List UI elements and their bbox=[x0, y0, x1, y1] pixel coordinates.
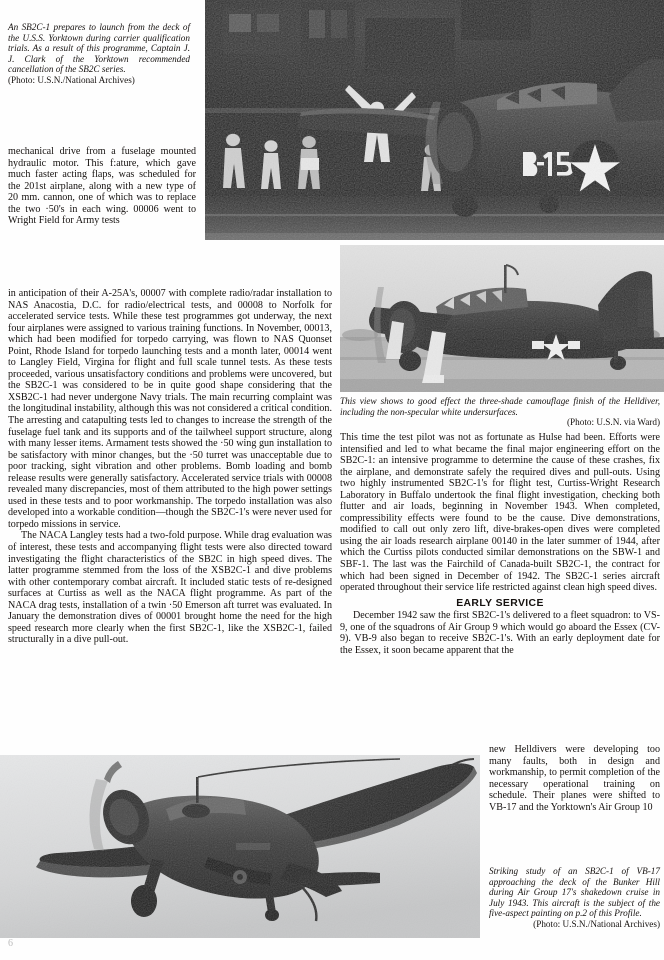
body-right-column bbox=[340, 432, 660, 656]
photo-sb2c-1-on-yorktown-deck bbox=[205, 0, 664, 240]
caption-middle-credit: (Photo: U.S.N. via Ward) bbox=[567, 417, 660, 427]
photo-bottom-graphic bbox=[0, 755, 480, 938]
caption-bottom-credit: (Photo: U.S.N./National Archives) bbox=[533, 918, 660, 929]
body-main-left-column bbox=[8, 288, 332, 646]
paragraph-test-pilot: This time the test pilot was not as fortunate as Hulse had been. Efforts were intensified and led to what became the final major engineering effort on the SB2C-1: an intensive programme to determine the cause of these crashes, fix the airplane, and demonstrate safely the required dives and pull-outs. Using two highly instrumented SB2C-1's for flight test, Curtiss-Wright Research Laboratory in Buffalo undertook the final flight investigation, checking both flutter and air loads, beginning in November 1943. When completed, compressibility effects were found to be the cause. Dive demonstrations, modified to call out only zero lift, dive-brakes-open dives were completed using the air loads research airplane 00140 in the later summer of 1944, after which the Curtiss pilots conducted similar demonstrations on the SBW-1 and SBF-1. The last was the Fairchild of Canada-built SB2C-1, the contract for which had been signed in December of 1942. The SB2C-1 series aircraft operated throughout their service life restricted against clean high speed dives. bbox=[340, 432, 660, 594]
page-number: 6 bbox=[8, 938, 13, 949]
paragraph-mechanical-drive: mechanical drive from a fuselage mounted hydraulic motor. This f:ature, which gave much faster acting flaps, was scheduled for the 201st airplane, along with a new type of 20 mm. cannon, one of which was to replace the two ·50's in each wing. 00006 went to Wright Field for Army tests bbox=[8, 146, 196, 227]
photo-top-graphic bbox=[205, 0, 664, 240]
paragraph-new-helldivers: new Helldivers were developing too many faults, both in design and workmanship, to permit completion of the necessary operational training on schedule. Their planes were shifted to VB-17 and the Yorktown's Air Group 10 bbox=[489, 744, 660, 813]
body-left-upper-column bbox=[8, 146, 196, 227]
caption-bottom-photo bbox=[489, 866, 660, 929]
caption-middle-text: This view shows to good effect the three-shade camouflage finish of the Helldiver, including the non-specular white undersurfaces. bbox=[340, 396, 660, 417]
section-heading-early-service: EARLY SERVICE bbox=[456, 597, 544, 609]
paragraph-naca-langley: The NACA Langley tests had a two-fold purpose. While drag evaluation was of interest, these tests and accompanying flight tests were also directed toward investigating the flight characteristics of the SB2C in high speed dives. The latter programme stemmed from the loss of the XSB2C-1 and dive problems with other contemporary combat aircraft. It included static tests of re-designed surfaces at Curtiss as well as the NACA flight programme. As part of the NACA drag tests, installation of a twin ·50 Emerson aft turret was evaluated. In January the demonstration dives of 00001 brought home the need for the high speed research more clearly when the first SB2C-1, like the XSB2C-1, failed structurally in a dive pull-out. bbox=[8, 530, 332, 646]
paragraph-test-programmes: in anticipation of their A-25A's, 00007 with complete radio/radar installation to NAS Anacostia, D.C. for radio/electrical tests, and 00008 to Norfolk for accelerated service tests. While these test programmes got underway, the next four airplanes were assigned to various training functions. In November, 00013, which had been modified for torpedo carrying, was flown to NAS Quonset Point, Rhode Island for torpedo launching tests and a month later, 00014 went to Langley Field, Virgina for flight and full scale tunnel tests. As these tests proceeded, various unsatisfactory conditions and problems were uncovered, but the SB2C-1 was considered to be in quite good shape considering that the XSB2C-1 had never undergone Navy trials. The main recurring complaint was the longitudinal instability, although this was not considered a critical condition. The arresting and catapulting tests led to changes to increase the strength of the fuselage fuel tank and its supports and of the tailwheel support structure, along with many lesser items. Armament tests showed the ·50 wing gun installation to be satisfactory with minor changes, but the ·50 turret was unacceptable due to poor tracking, sight vibration and other problems. Bomb loading and bomb release results were generally satisfactory. Accelerated service trials with 00008 revealed many discrepancies, most of them attributed to the high power settings used in these tests and to poor workmanship. The torpedo installation was also developed into a workable condition—though the SB2C-1's were never used for torpedo missions in service. bbox=[8, 288, 332, 530]
photo-helldiver-camouflage bbox=[340, 245, 664, 392]
caption-top-text: An SB2C-1 prepares to launch from the deck of the U.S.S. Yorktown during carrier qualification trials. As a result of this programme, Captain J. J. Clark of the Yorktown recommended cancellation of the SB2C series. bbox=[8, 22, 190, 74]
caption-top-credit: (Photo: U.S.N./National Archives) bbox=[8, 74, 135, 85]
photo-middle-graphic bbox=[340, 245, 664, 392]
paragraph-early-service: December 1942 saw the first SB2C-1's delivered to a fleet squadron: to VS-9, one of the squadrons of Air Group 9 which would go aboard the Essex (CV-9). VB-9 also began to receive SB2C-1's. With an early deployment date for the Essex, it soon became apparent that the bbox=[340, 610, 660, 656]
photo-sb2c-1-approaching-bunker-hill bbox=[0, 755, 480, 938]
caption-middle-photo bbox=[340, 396, 660, 428]
body-right-narrow-column bbox=[489, 744, 660, 813]
caption-bottom-text: Striking study of an SB2C-1 of VB-17 approaching the deck of the Bunker Hill during Air Group 17's shakedown cruise in July 1943. This aircraft is the subject of the five-aspect painting on p.2 of this Profile. bbox=[489, 866, 660, 918]
caption-top-photo bbox=[8, 22, 190, 85]
